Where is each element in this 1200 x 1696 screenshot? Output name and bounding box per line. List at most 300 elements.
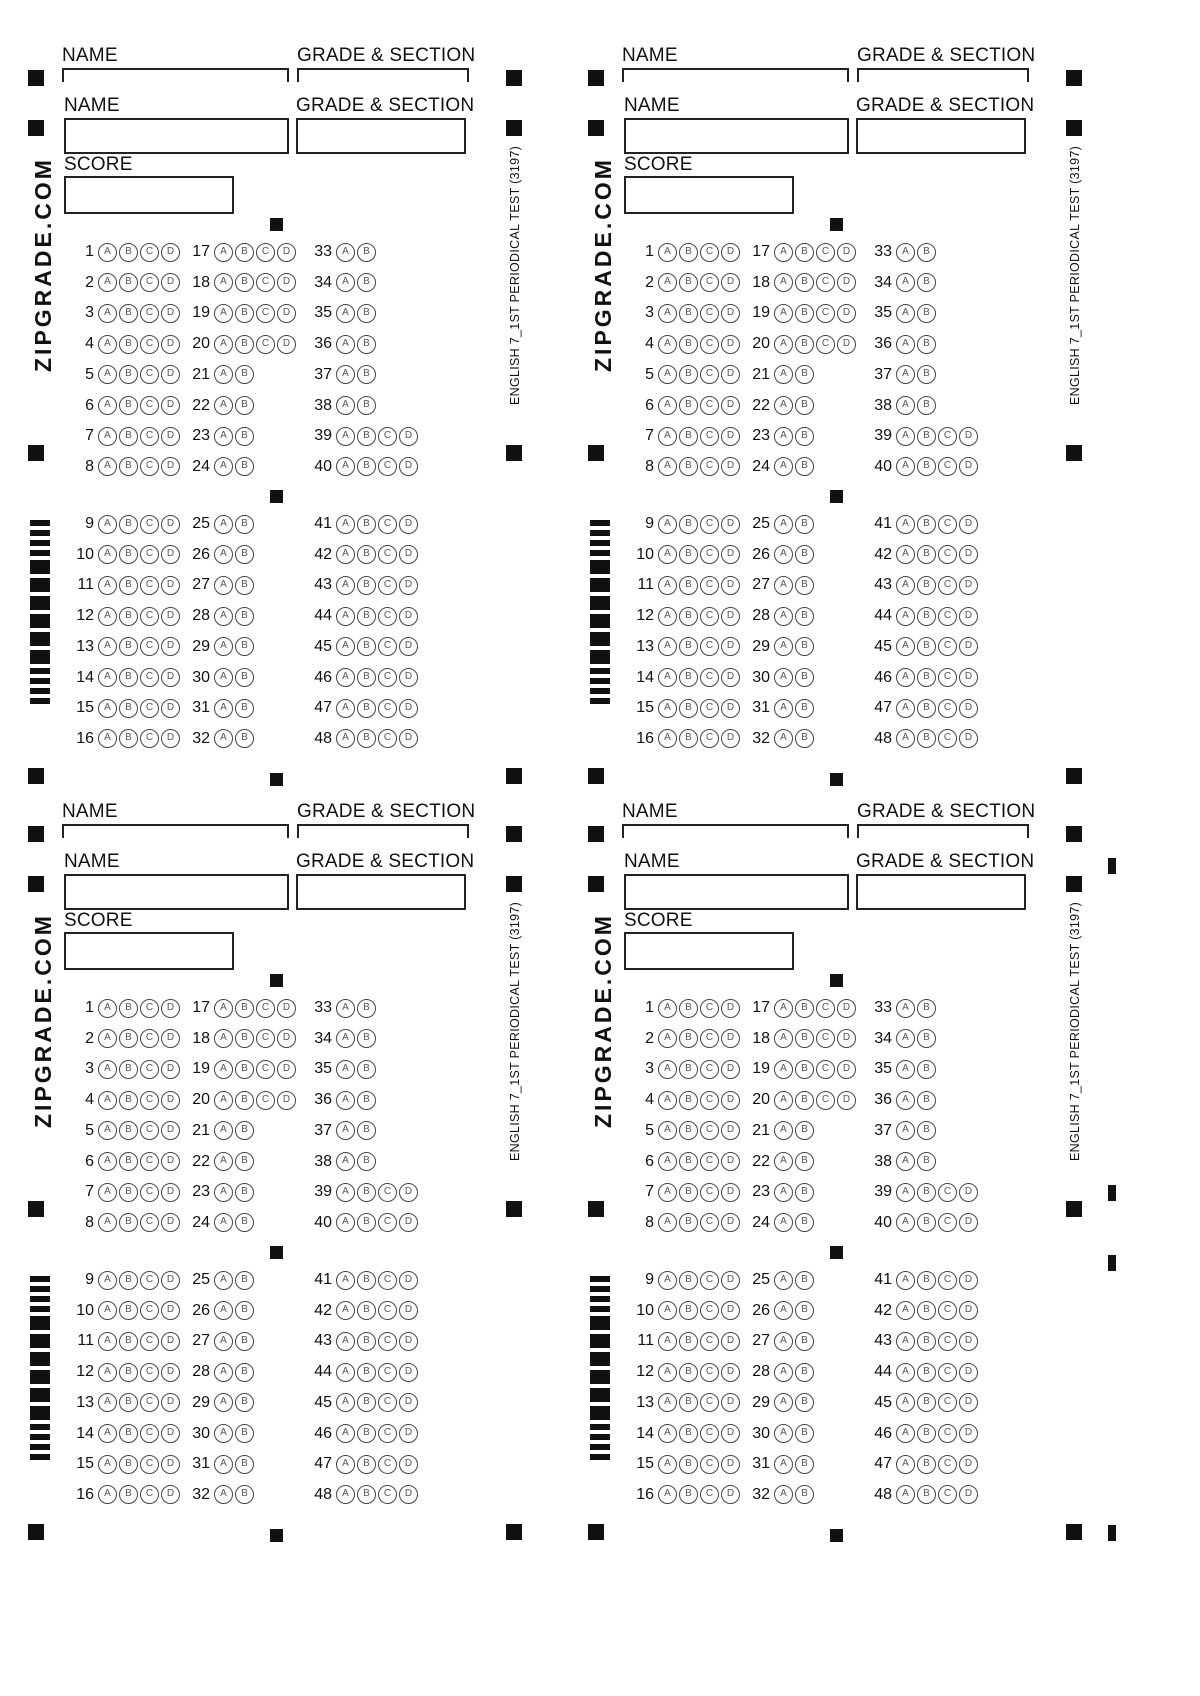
answer-bubble-d[interactable]: D — [399, 515, 418, 534]
answer-bubble-a[interactable]: A — [98, 729, 117, 748]
answer-bubble-c[interactable]: C — [378, 457, 397, 476]
answer-bubble-c[interactable]: C — [938, 699, 957, 718]
answer-bubble-b[interactable]: B — [357, 637, 376, 656]
answer-bubble-c[interactable]: C — [816, 335, 835, 354]
answer-bubble-b[interactable]: B — [795, 1213, 814, 1232]
answer-bubble-a[interactable]: A — [336, 1121, 355, 1140]
answer-bubble-b[interactable]: B — [679, 1393, 698, 1412]
answer-bubble-b[interactable]: B — [795, 1060, 814, 1079]
answer-bubble-b[interactable]: B — [235, 1363, 254, 1382]
answer-bubble-b[interactable]: B — [119, 729, 138, 748]
answer-bubble-b[interactable]: B — [119, 1060, 138, 1079]
answer-bubble-a[interactable]: A — [658, 427, 677, 446]
answer-bubble-b[interactable]: B — [119, 668, 138, 687]
answer-bubble-b[interactable]: B — [917, 637, 936, 656]
answer-bubble-c[interactable]: C — [700, 396, 719, 415]
answer-bubble-b[interactable]: B — [795, 607, 814, 626]
answer-bubble-a[interactable]: A — [658, 1332, 677, 1351]
answer-bubble-b[interactable]: B — [119, 515, 138, 534]
answer-bubble-a[interactable]: A — [336, 1271, 355, 1290]
answer-bubble-a[interactable]: A — [658, 1183, 677, 1202]
answer-bubble-d[interactable]: D — [959, 729, 978, 748]
answer-bubble-d[interactable]: D — [721, 1029, 740, 1048]
answer-bubble-c[interactable]: C — [816, 1029, 835, 1048]
answer-bubble-a[interactable]: A — [98, 396, 117, 415]
answer-bubble-d[interactable]: D — [837, 335, 856, 354]
answer-bubble-d[interactable]: D — [161, 1213, 180, 1232]
answer-bubble-b[interactable]: B — [357, 668, 376, 687]
answer-bubble-a[interactable]: A — [214, 1485, 233, 1504]
answer-bubble-d[interactable]: D — [161, 1121, 180, 1140]
answer-bubble-a[interactable]: A — [336, 729, 355, 748]
name-field[interactable] — [64, 118, 289, 154]
answer-bubble-a[interactable]: A — [774, 1183, 793, 1202]
answer-bubble-c[interactable]: C — [938, 1455, 957, 1474]
answer-bubble-c[interactable]: C — [140, 243, 159, 262]
answer-bubble-b[interactable]: B — [235, 1271, 254, 1290]
answer-bubble-b[interactable]: B — [357, 1271, 376, 1290]
answer-bubble-a[interactable]: A — [214, 1363, 233, 1382]
answer-bubble-b[interactable]: B — [917, 1363, 936, 1382]
answer-bubble-b[interactable]: B — [357, 396, 376, 415]
answer-bubble-a[interactable]: A — [336, 1091, 355, 1110]
answer-bubble-a[interactable]: A — [98, 699, 117, 718]
answer-bubble-b[interactable]: B — [917, 1152, 936, 1171]
answer-bubble-c[interactable]: C — [140, 273, 159, 292]
answer-bubble-b[interactable]: B — [235, 515, 254, 534]
answer-bubble-a[interactable]: A — [214, 729, 233, 748]
answer-bubble-a[interactable]: A — [336, 304, 355, 323]
answer-bubble-d[interactable]: D — [959, 1363, 978, 1382]
answer-bubble-a[interactable]: A — [774, 1213, 793, 1232]
answer-bubble-d[interactable]: D — [161, 1183, 180, 1202]
answer-bubble-c[interactable]: C — [140, 396, 159, 415]
answer-bubble-a[interactable]: A — [896, 1393, 915, 1412]
answer-bubble-a[interactable]: A — [98, 1029, 117, 1048]
answer-bubble-c[interactable]: C — [256, 304, 275, 323]
answer-bubble-d[interactable]: D — [399, 1455, 418, 1474]
answer-bubble-d[interactable]: D — [959, 1424, 978, 1443]
answer-bubble-a[interactable]: A — [658, 304, 677, 323]
answer-bubble-a[interactable]: A — [658, 1060, 677, 1079]
answer-bubble-a[interactable]: A — [896, 457, 915, 476]
answer-bubble-a[interactable]: A — [214, 1121, 233, 1140]
answer-bubble-c[interactable]: C — [700, 576, 719, 595]
answer-bubble-b[interactable]: B — [119, 999, 138, 1018]
answer-bubble-d[interactable]: D — [161, 396, 180, 415]
answer-bubble-d[interactable]: D — [161, 515, 180, 534]
answer-bubble-d[interactable]: D — [721, 1301, 740, 1320]
answer-bubble-a[interactable]: A — [774, 668, 793, 687]
answer-bubble-a[interactable]: A — [214, 457, 233, 476]
answer-bubble-c[interactable]: C — [816, 304, 835, 323]
answer-bubble-d[interactable]: D — [837, 243, 856, 262]
answer-bubble-c[interactable]: C — [140, 427, 159, 446]
answer-bubble-a[interactable]: A — [774, 1029, 793, 1048]
answer-bubble-c[interactable]: C — [256, 999, 275, 1018]
answer-bubble-b[interactable]: B — [235, 1060, 254, 1079]
answer-bubble-b[interactable]: B — [357, 1183, 376, 1202]
answer-bubble-b[interactable]: B — [119, 1152, 138, 1171]
answer-bubble-a[interactable]: A — [336, 1060, 355, 1079]
answer-bubble-a[interactable]: A — [98, 335, 117, 354]
answer-bubble-b[interactable]: B — [235, 668, 254, 687]
answer-bubble-b[interactable]: B — [119, 457, 138, 476]
answer-bubble-a[interactable]: A — [214, 576, 233, 595]
answer-bubble-c[interactable]: C — [140, 729, 159, 748]
answer-bubble-c[interactable]: C — [140, 668, 159, 687]
answer-bubble-a[interactable]: A — [98, 1271, 117, 1290]
answer-bubble-d[interactable]: D — [399, 729, 418, 748]
answer-bubble-c[interactable]: C — [700, 1485, 719, 1504]
answer-bubble-c[interactable]: C — [938, 668, 957, 687]
answer-bubble-d[interactable]: D — [277, 335, 296, 354]
answer-bubble-c[interactable]: C — [378, 1455, 397, 1474]
answer-bubble-a[interactable]: A — [658, 607, 677, 626]
answer-bubble-c[interactable]: C — [700, 1183, 719, 1202]
answer-bubble-b[interactable]: B — [679, 729, 698, 748]
answer-bubble-b[interactable]: B — [119, 1029, 138, 1048]
answer-bubble-d[interactable]: D — [721, 699, 740, 718]
answer-bubble-b[interactable]: B — [357, 243, 376, 262]
answer-bubble-c[interactable]: C — [816, 1060, 835, 1079]
answer-bubble-b[interactable]: B — [357, 1485, 376, 1504]
answer-bubble-a[interactable]: A — [896, 637, 915, 656]
answer-bubble-a[interactable]: A — [774, 576, 793, 595]
answer-bubble-b[interactable]: B — [795, 1029, 814, 1048]
answer-bubble-c[interactable]: C — [378, 1271, 397, 1290]
answer-bubble-b[interactable]: B — [235, 729, 254, 748]
answer-bubble-a[interactable]: A — [774, 1455, 793, 1474]
answer-bubble-d[interactable]: D — [161, 999, 180, 1018]
answer-bubble-b[interactable]: B — [795, 699, 814, 718]
answer-bubble-d[interactable]: D — [399, 427, 418, 446]
answer-bubble-a[interactable]: A — [214, 607, 233, 626]
answer-bubble-c[interactable]: C — [700, 1424, 719, 1443]
answer-bubble-c[interactable]: C — [700, 1121, 719, 1140]
answer-bubble-b[interactable]: B — [235, 335, 254, 354]
answer-bubble-c[interactable]: C — [700, 515, 719, 534]
answer-bubble-c[interactable]: C — [140, 1271, 159, 1290]
answer-bubble-c[interactable]: C — [816, 999, 835, 1018]
answer-bubble-d[interactable]: D — [277, 243, 296, 262]
answer-bubble-a[interactable]: A — [658, 668, 677, 687]
answer-bubble-a[interactable]: A — [774, 365, 793, 384]
answer-bubble-a[interactable]: A — [658, 1271, 677, 1290]
answer-bubble-a[interactable]: A — [98, 1091, 117, 1110]
answer-bubble-b[interactable]: B — [679, 427, 698, 446]
answer-bubble-a[interactable]: A — [336, 457, 355, 476]
answer-bubble-d[interactable]: D — [837, 1029, 856, 1048]
answer-bubble-a[interactable]: A — [336, 1301, 355, 1320]
answer-bubble-b[interactable]: B — [357, 1393, 376, 1412]
answer-bubble-a[interactable]: A — [896, 1363, 915, 1382]
answer-bubble-c[interactable]: C — [700, 427, 719, 446]
answer-bubble-c[interactable]: C — [938, 576, 957, 595]
answer-bubble-a[interactable]: A — [896, 545, 915, 564]
answer-bubble-c[interactable]: C — [256, 335, 275, 354]
answer-bubble-a[interactable]: A — [896, 1301, 915, 1320]
answer-bubble-b[interactable]: B — [917, 699, 936, 718]
answer-bubble-a[interactable]: A — [896, 365, 915, 384]
answer-bubble-d[interactable]: D — [959, 515, 978, 534]
answer-bubble-b[interactable]: B — [357, 1332, 376, 1351]
answer-bubble-d[interactable]: D — [837, 273, 856, 292]
answer-bubble-b[interactable]: B — [235, 1213, 254, 1232]
answer-bubble-a[interactable]: A — [98, 576, 117, 595]
answer-bubble-c[interactable]: C — [938, 607, 957, 626]
answer-bubble-a[interactable]: A — [896, 1091, 915, 1110]
answer-bubble-b[interactable]: B — [679, 1363, 698, 1382]
answer-bubble-d[interactable]: D — [277, 1029, 296, 1048]
answer-bubble-d[interactable]: D — [399, 1363, 418, 1382]
answer-bubble-a[interactable]: A — [98, 668, 117, 687]
answer-bubble-d[interactable]: D — [161, 243, 180, 262]
answer-bubble-a[interactable]: A — [336, 1424, 355, 1443]
answer-bubble-c[interactable]: C — [378, 1363, 397, 1382]
answer-bubble-a[interactable]: A — [658, 729, 677, 748]
answer-bubble-a[interactable]: A — [896, 1332, 915, 1351]
score-field[interactable] — [624, 176, 794, 214]
answer-bubble-d[interactable]: D — [959, 1485, 978, 1504]
answer-bubble-b[interactable]: B — [917, 545, 936, 564]
answer-bubble-a[interactable]: A — [214, 668, 233, 687]
answer-bubble-a[interactable]: A — [774, 1271, 793, 1290]
answer-bubble-a[interactable]: A — [658, 637, 677, 656]
answer-bubble-b[interactable]: B — [795, 1121, 814, 1140]
answer-bubble-c[interactable]: C — [378, 668, 397, 687]
answer-bubble-a[interactable]: A — [658, 1393, 677, 1412]
answer-bubble-c[interactable]: C — [256, 1060, 275, 1079]
answer-bubble-d[interactable]: D — [959, 545, 978, 564]
answer-bubble-b[interactable]: B — [795, 1271, 814, 1290]
answer-bubble-b[interactable]: B — [795, 576, 814, 595]
answer-bubble-a[interactable]: A — [896, 304, 915, 323]
answer-bubble-c[interactable]: C — [700, 1332, 719, 1351]
answer-bubble-b[interactable]: B — [679, 1485, 698, 1504]
answer-bubble-c[interactable]: C — [938, 1271, 957, 1290]
answer-bubble-b[interactable]: B — [119, 576, 138, 595]
answer-bubble-d[interactable]: D — [161, 304, 180, 323]
answer-bubble-c[interactable]: C — [700, 1455, 719, 1474]
answer-bubble-d[interactable]: D — [837, 999, 856, 1018]
answer-bubble-b[interactable]: B — [917, 1060, 936, 1079]
answer-bubble-a[interactable]: A — [98, 457, 117, 476]
answer-bubble-b[interactable]: B — [357, 1152, 376, 1171]
answer-bubble-a[interactable]: A — [658, 1455, 677, 1474]
answer-bubble-c[interactable]: C — [938, 1213, 957, 1232]
answer-bubble-d[interactable]: D — [277, 273, 296, 292]
answer-bubble-a[interactable]: A — [214, 637, 233, 656]
answer-bubble-c[interactable]: C — [700, 699, 719, 718]
answer-bubble-a[interactable]: A — [774, 729, 793, 748]
answer-bubble-b[interactable]: B — [119, 243, 138, 262]
answer-bubble-c[interactable]: C — [938, 1301, 957, 1320]
answer-bubble-c[interactable]: C — [140, 637, 159, 656]
answer-bubble-c[interactable]: C — [938, 427, 957, 446]
answer-bubble-c[interactable]: C — [378, 576, 397, 595]
answer-bubble-a[interactable]: A — [214, 273, 233, 292]
answer-bubble-c[interactable]: C — [140, 607, 159, 626]
answer-bubble-b[interactable]: B — [679, 1152, 698, 1171]
answer-bubble-b[interactable]: B — [235, 1091, 254, 1110]
answer-bubble-c[interactable]: C — [938, 729, 957, 748]
answer-bubble-a[interactable]: A — [336, 1393, 355, 1412]
answer-bubble-c[interactable]: C — [938, 1363, 957, 1382]
answer-bubble-c[interactable]: C — [378, 427, 397, 446]
answer-bubble-a[interactable]: A — [658, 515, 677, 534]
answer-bubble-a[interactable]: A — [658, 335, 677, 354]
answer-bubble-a[interactable]: A — [896, 576, 915, 595]
answer-bubble-d[interactable]: D — [399, 637, 418, 656]
answer-bubble-b[interactable]: B — [679, 1091, 698, 1110]
answer-bubble-d[interactable]: D — [399, 1424, 418, 1443]
answer-bubble-b[interactable]: B — [795, 999, 814, 1018]
answer-bubble-b[interactable]: B — [917, 1213, 936, 1232]
answer-bubble-a[interactable]: A — [658, 396, 677, 415]
answer-bubble-d[interactable]: D — [399, 1393, 418, 1412]
answer-bubble-b[interactable]: B — [679, 457, 698, 476]
answer-bubble-b[interactable]: B — [235, 427, 254, 446]
answer-bubble-c[interactable]: C — [700, 729, 719, 748]
answer-bubble-a[interactable]: A — [896, 427, 915, 446]
answer-bubble-d[interactable]: D — [959, 1213, 978, 1232]
answer-bubble-b[interactable]: B — [679, 335, 698, 354]
answer-bubble-b[interactable]: B — [119, 1271, 138, 1290]
answer-bubble-a[interactable]: A — [336, 1183, 355, 1202]
answer-bubble-d[interactable]: D — [721, 1393, 740, 1412]
answer-bubble-a[interactable]: A — [98, 515, 117, 534]
answer-bubble-c[interactable]: C — [140, 1029, 159, 1048]
answer-bubble-d[interactable]: D — [399, 1485, 418, 1504]
answer-bubble-b[interactable]: B — [679, 699, 698, 718]
answer-bubble-b[interactable]: B — [119, 699, 138, 718]
answer-bubble-a[interactable]: A — [336, 1363, 355, 1382]
answer-bubble-d[interactable]: D — [837, 304, 856, 323]
answer-bubble-a[interactable]: A — [214, 1393, 233, 1412]
answer-bubble-b[interactable]: B — [795, 365, 814, 384]
answer-bubble-d[interactable]: D — [721, 427, 740, 446]
answer-bubble-c[interactable]: C — [700, 243, 719, 262]
answer-bubble-a[interactable]: A — [774, 1121, 793, 1140]
answer-bubble-a[interactable]: A — [98, 999, 117, 1018]
answer-bubble-a[interactable]: A — [214, 243, 233, 262]
answer-bubble-b[interactable]: B — [357, 1455, 376, 1474]
answer-bubble-c[interactable]: C — [140, 1152, 159, 1171]
answer-bubble-a[interactable]: A — [774, 1424, 793, 1443]
answer-bubble-b[interactable]: B — [357, 427, 376, 446]
answer-bubble-c[interactable]: C — [256, 243, 275, 262]
answer-bubble-d[interactable]: D — [959, 576, 978, 595]
answer-bubble-a[interactable]: A — [336, 637, 355, 656]
answer-bubble-d[interactable]: D — [161, 1424, 180, 1443]
answer-bubble-b[interactable]: B — [795, 304, 814, 323]
answer-bubble-d[interactable]: D — [721, 515, 740, 534]
answer-bubble-b[interactable]: B — [357, 999, 376, 1018]
answer-bubble-a[interactable]: A — [214, 1271, 233, 1290]
answer-bubble-d[interactable]: D — [399, 545, 418, 564]
answer-bubble-c[interactable]: C — [140, 1455, 159, 1474]
answer-bubble-b[interactable]: B — [357, 545, 376, 564]
answer-bubble-b[interactable]: B — [235, 1301, 254, 1320]
answer-bubble-a[interactable]: A — [658, 243, 677, 262]
answer-bubble-a[interactable]: A — [214, 1424, 233, 1443]
answer-bubble-d[interactable]: D — [837, 1091, 856, 1110]
answer-bubble-b[interactable]: B — [679, 1301, 698, 1320]
answer-bubble-c[interactable]: C — [700, 1393, 719, 1412]
answer-bubble-d[interactable]: D — [721, 576, 740, 595]
answer-bubble-d[interactable]: D — [721, 1424, 740, 1443]
answer-bubble-b[interactable]: B — [679, 1455, 698, 1474]
answer-bubble-c[interactable]: C — [140, 304, 159, 323]
answer-bubble-a[interactable]: A — [658, 699, 677, 718]
answer-bubble-a[interactable]: A — [98, 1121, 117, 1140]
score-field[interactable] — [624, 932, 794, 970]
answer-bubble-b[interactable]: B — [235, 1121, 254, 1140]
answer-bubble-a[interactable]: A — [774, 273, 793, 292]
answer-bubble-c[interactable]: C — [140, 457, 159, 476]
answer-bubble-b[interactable]: B — [235, 396, 254, 415]
answer-bubble-b[interactable]: B — [917, 1332, 936, 1351]
answer-bubble-b[interactable]: B — [119, 545, 138, 564]
answer-bubble-b[interactable]: B — [917, 427, 936, 446]
answer-bubble-b[interactable]: B — [795, 515, 814, 534]
answer-bubble-a[interactable]: A — [658, 1121, 677, 1140]
answer-bubble-c[interactable]: C — [938, 1424, 957, 1443]
answer-bubble-d[interactable]: D — [959, 1455, 978, 1474]
answer-bubble-a[interactable]: A — [896, 1213, 915, 1232]
answer-bubble-c[interactable]: C — [378, 699, 397, 718]
answer-bubble-b[interactable]: B — [357, 1121, 376, 1140]
answer-bubble-d[interactable]: D — [161, 729, 180, 748]
answer-bubble-a[interactable]: A — [896, 1060, 915, 1079]
answer-bubble-d[interactable]: D — [721, 457, 740, 476]
answer-bubble-d[interactable]: D — [161, 1301, 180, 1320]
answer-bubble-b[interactable]: B — [679, 1271, 698, 1290]
answer-bubble-c[interactable]: C — [938, 1183, 957, 1202]
answer-bubble-b[interactable]: B — [357, 335, 376, 354]
answer-bubble-a[interactable]: A — [98, 243, 117, 262]
answer-bubble-b[interactable]: B — [917, 1455, 936, 1474]
answer-bubble-a[interactable]: A — [658, 457, 677, 476]
answer-bubble-b[interactable]: B — [795, 1455, 814, 1474]
answer-bubble-a[interactable]: A — [214, 1213, 233, 1232]
answer-bubble-b[interactable]: B — [917, 1485, 936, 1504]
answer-bubble-a[interactable]: A — [336, 1485, 355, 1504]
answer-bubble-d[interactable]: D — [721, 1091, 740, 1110]
answer-bubble-b[interactable]: B — [357, 607, 376, 626]
answer-bubble-d[interactable]: D — [721, 607, 740, 626]
answer-bubble-a[interactable]: A — [214, 1301, 233, 1320]
answer-bubble-a[interactable]: A — [896, 515, 915, 534]
answer-bubble-b[interactable]: B — [795, 273, 814, 292]
answer-bubble-b[interactable]: B — [679, 1213, 698, 1232]
answer-bubble-b[interactable]: B — [119, 396, 138, 415]
answer-bubble-c[interactable]: C — [256, 1029, 275, 1048]
grade-section-field[interactable] — [296, 874, 466, 910]
answer-bubble-d[interactable]: D — [959, 607, 978, 626]
score-field[interactable] — [64, 176, 234, 214]
answer-bubble-d[interactable]: D — [721, 1121, 740, 1140]
answer-bubble-b[interactable]: B — [235, 607, 254, 626]
answer-bubble-d[interactable]: D — [721, 243, 740, 262]
answer-bubble-a[interactable]: A — [336, 515, 355, 534]
answer-bubble-c[interactable]: C — [378, 1485, 397, 1504]
answer-bubble-d[interactable]: D — [399, 1183, 418, 1202]
answer-bubble-a[interactable]: A — [336, 576, 355, 595]
answer-bubble-b[interactable]: B — [357, 365, 376, 384]
answer-bubble-a[interactable]: A — [98, 607, 117, 626]
